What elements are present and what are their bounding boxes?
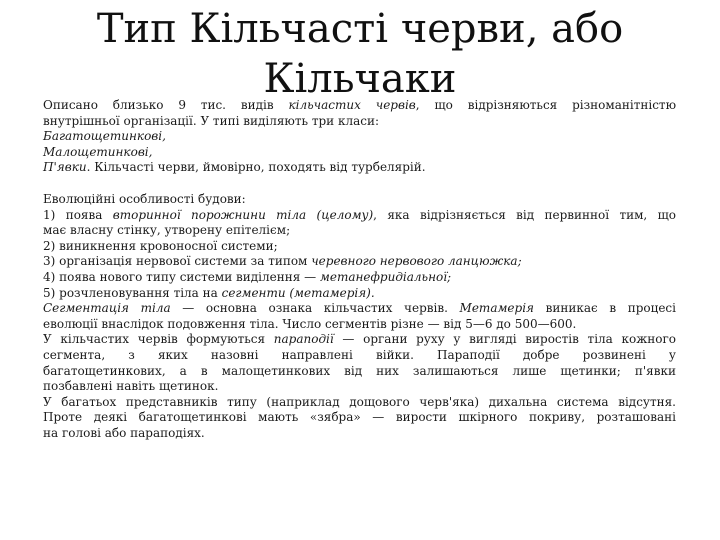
respiration-line-3: на голові або параподіях.	[43, 425, 205, 440]
feature-4-text: 4) поява нового типу системи виділення —	[43, 269, 320, 284]
intro-line-2: внутрішньої організації. У типі виділяють три класи:	[43, 113, 379, 128]
feature-3-text: 3) організація нервової системи за типом	[43, 254, 312, 269]
parapodia-text-cont: — органи руху у вигляді виростів тіла кожного	[333, 332, 676, 347]
feature-5	[43, 286, 676, 302]
parapodia-text: У кільчастих червів формуються	[43, 332, 274, 347]
parapodia-line-2: сегмента, з яких назовні направлені війки. Параподії добре розвинені у	[43, 347, 676, 362]
feature-1-cont: має власну стінку, утворену епітелієм;	[43, 223, 291, 238]
class-oligochaeta	[43, 145, 676, 161]
feature-5-term: сегменти (метамерія).	[221, 285, 375, 300]
class-leeches-label: П'явки	[43, 160, 87, 175]
segmentation-term: Сегментація тіла	[43, 301, 171, 316]
intro-term-annelids: кільчастих червів	[288, 98, 416, 112]
slide-title	[60, 4, 660, 104]
feature-2: 2) виникнення кровоносної системи;	[43, 238, 278, 253]
title-line-2: Кільчаки	[263, 56, 457, 102]
intro-text: Описано близько 9 тис. видів	[43, 98, 289, 112]
respiration-line-2: Проте деякі багатощетинкові мають «зябра» — вирости шкірного покриву, розташовані	[43, 410, 676, 425]
segmentation-text-cont: виникає в процесі	[533, 301, 676, 316]
segmentation-line-2: еволюції внаслідок подовження тіла. Число сегментів різне — від 5—6 до 500—600.	[43, 316, 577, 331]
feature-3	[43, 254, 676, 270]
feature-1-text: 1) поява	[43, 207, 113, 222]
features-heading: Еволюційні особливості будови:	[43, 191, 246, 206]
intro-text-cont: , що відрізняються різноманітністю	[415, 98, 677, 112]
segmentation-line-1	[43, 301, 676, 317]
segmentation-text: — основна ознака кільчастих червів.	[170, 301, 460, 316]
intro-line-1	[43, 98, 676, 114]
slide-body	[43, 98, 676, 441]
class-polychaeta-label: Багатощетинкові,	[43, 129, 166, 144]
feature-1-term: вторинної порожнини тіла (целому)	[112, 207, 374, 222]
origin-text: . Кільчасті черви, ймовірно, походять від турбелярій.	[86, 160, 426, 175]
parapodia-line-1	[43, 332, 676, 348]
metamery-term: Метамерія	[459, 301, 534, 316]
class-leeches	[43, 160, 676, 176]
title-line-1: Тип Кільчасті черви, або	[96, 6, 624, 52]
feature-3-term: черевного нервового ланцюжка;	[311, 254, 522, 269]
class-oligochaeta-label: Малощетинкові,	[43, 144, 153, 159]
class-polychaeta	[43, 129, 676, 145]
parapodia-line-3: багатощетинкових, а в малощетинкових від них залишаються лише щетинки; п'явки	[43, 363, 676, 378]
feature-5-text: 5) розчленовування тіла на	[43, 285, 222, 300]
feature-4-term: метанефридіальної;	[319, 269, 452, 284]
respiration-line-1: У багатьох представників типу (наприклад дощового черв'яка) дихальна система відсутня.	[43, 394, 676, 409]
feature-1-text-cont: , яка відрізняється від первинної тим, що	[373, 207, 677, 222]
paragraph-gap	[43, 176, 676, 192]
parapodia-line-4: позбавлені навіть щетинок.	[43, 379, 219, 394]
parapodia-term: параподії	[273, 332, 334, 347]
feature-1	[43, 208, 676, 224]
feature-4	[43, 270, 676, 286]
